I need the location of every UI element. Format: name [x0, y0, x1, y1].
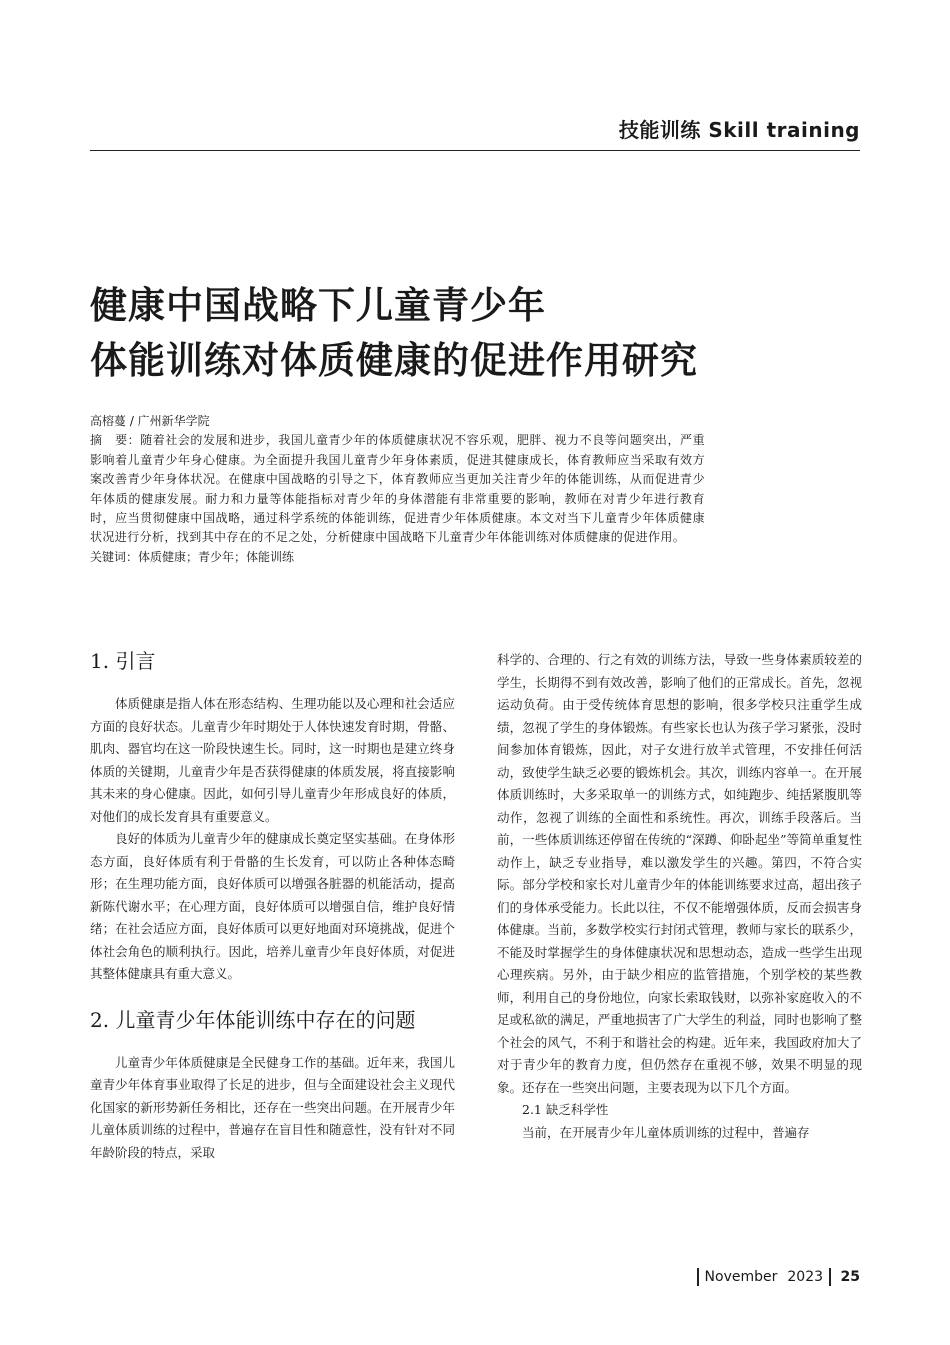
footer-month: November — [704, 1269, 778, 1285]
journal-section-title: 技能训练 Skill training — [618, 118, 860, 142]
article-meta — [90, 412, 705, 567]
page-footer — [691, 1268, 860, 1286]
footer-year: 2023 — [787, 1269, 824, 1285]
section-heading-problems: 2. 儿童青少年体能训练中存在的问题 — [90, 1007, 416, 1032]
keywords: 关键词：体质健康；青少年；体能训练 — [90, 549, 295, 564]
paragraph: 当前，在开展青少年儿童体质训练的过程中，普遍存 — [522, 1124, 810, 1140]
footer-divider — [697, 1268, 699, 1286]
footer-divider — [829, 1268, 831, 1286]
paragraph: 良好的体质为儿童青少年的健康成长奠定坚实基础。在身体形态方面，良好体质有利于骨骼的生长发育，可以防止各种体态畸形；在生理功能方面，良好体质可以增强各脏器的机能活动，提高新陈代谢水平；在心理方面，良好体质可以增强自信，维护良好情绪；在社会适应方面，良好体质可以更好地面对环境挑战，促进个体社会角色的顺利执行。因此，培养儿童青少年良好体质，对促进其整体健康具有重大意义。 — [90, 831, 455, 981]
article-title-line-1: 健康中国战略下儿童青少年 — [90, 283, 546, 327]
body-column-left — [90, 645, 455, 1164]
article-title-line-2: 体能训练对体质健康的促进作用研究 — [90, 338, 698, 382]
abstract: 摘 要：随着社会的发展和进步，我国儿童青少年的体质健康状况不容乐观，肥胖、视力不良等问题突出，严重影响着儿童青少年身心健康。为全面提升我国儿童青少年身体素质，促进其健康成长，体育教师应当采取有效方案改善青少年身体状况。在健康中国战略的引导之下，体育教师应当更加关注青少年的体能训练，从而促进青少年体质的健康发展。耐力和力量等体能指标对青少年的身体潜能有非常重要的影响，教师在对青少年进行教育时，应当贯彻健康中国战略，通过科学系统的体能训练，促进青少年体质健康。本文对当下儿童青少年体质健康状况进行分析，找到其中存在的不足之处，分析健康中国战略下儿童青少年体能训练对体质健康的促进作用。 — [90, 433, 705, 545]
article-title — [90, 278, 860, 388]
subsection-heading: 2.1 缺乏科学性 — [522, 1102, 609, 1117]
section-heading-introduction: 1. 引言 — [90, 649, 156, 673]
body-column-right — [497, 649, 862, 1144]
page-number: 25 — [840, 1269, 860, 1285]
author-affiliation: 高榕蔓 / 广州新华学院 — [90, 414, 210, 428]
paragraph: 体质健康是指人体在形态结构、生理功能以及心理和社会适应方面的良好状态。儿童青少年时期处于人体快速发育时期，骨骼、肌肉、器官均在这一阶段快速生长。同时，这一时期也是建立终身体质的关键期，儿童青少年是否获得健康的体质发展，将直接影响其未来的身心健康。因此，如何引导儿童青少年形成良好的体质，对他们的成长发育具有重要意义。 — [90, 696, 455, 824]
paragraph: 儿童青少年体质健康是全民健身工作的基础。近年来，我国儿童青少年体育事业取得了长足的进步，但与全面建设社会主义现代化国家的新形势新任务相比，还存在一些突出问题。在开展青少年儿童体质训练的过程中，普遍存在盲目性和随意性，没有针对不同年龄阶段的特点，采取 — [90, 1054, 455, 1160]
paragraph: 科学的、合理的、行之有效的训练方法，导致一些身体素质较差的学生，长期得不到有效改善，影响了他们的正常成长。首先，忽视运动负荷。由于受传统体育思想的影响，很多学校只注重学生成绩，忽视了学生的身体锻炼。有些家长也认为孩子学习紧张，没时间参加体育锻炼，因此，对子女进行放羊式管理，不安排任何活动，致使学生缺乏必要的锻炼机会。其次，训练内容单一。在开展体质训练时，大多采取单一的训练方式，如纯跑步、纯括紧腹肌等动作，忽视了训练的全面性和系统性。再次，训练手段落后。当前，一些体质训练还停留在传统的“深蹲、仰卧起坐”等简单重复性动作上，缺乏专业指导，难以激发学生的兴趣。第四，不符合实际。部分学校和家长对儿童青少年的体能训练要求过高，超出孩子们的身体承受能力。长此以往，不仅不能增强体质，反而会损害身体健康。当前，多数学校实行封闭式管理，教师与家长的联系少，不能及时掌握学生的身体健康状况和思想动态，造成一些学生出现心理疾病。另外，由于缺少相应的监管措施，个别学校的某些教师，利用自己的身份地位，向家长索取钱财，以弥补家庭收入的不足或私欲的满足，严重地损害了广大学生的利益，同时也影响了整个社会的风气，不利于和谐社会的构建。近年来，我国政府加大了对于青少年的教育力度，但仍然存在重视不够，效果不明显的现象。还存在一些突出问题，主要表现为以下几个方面。 — [497, 652, 862, 1095]
header-divider — [90, 150, 860, 151]
